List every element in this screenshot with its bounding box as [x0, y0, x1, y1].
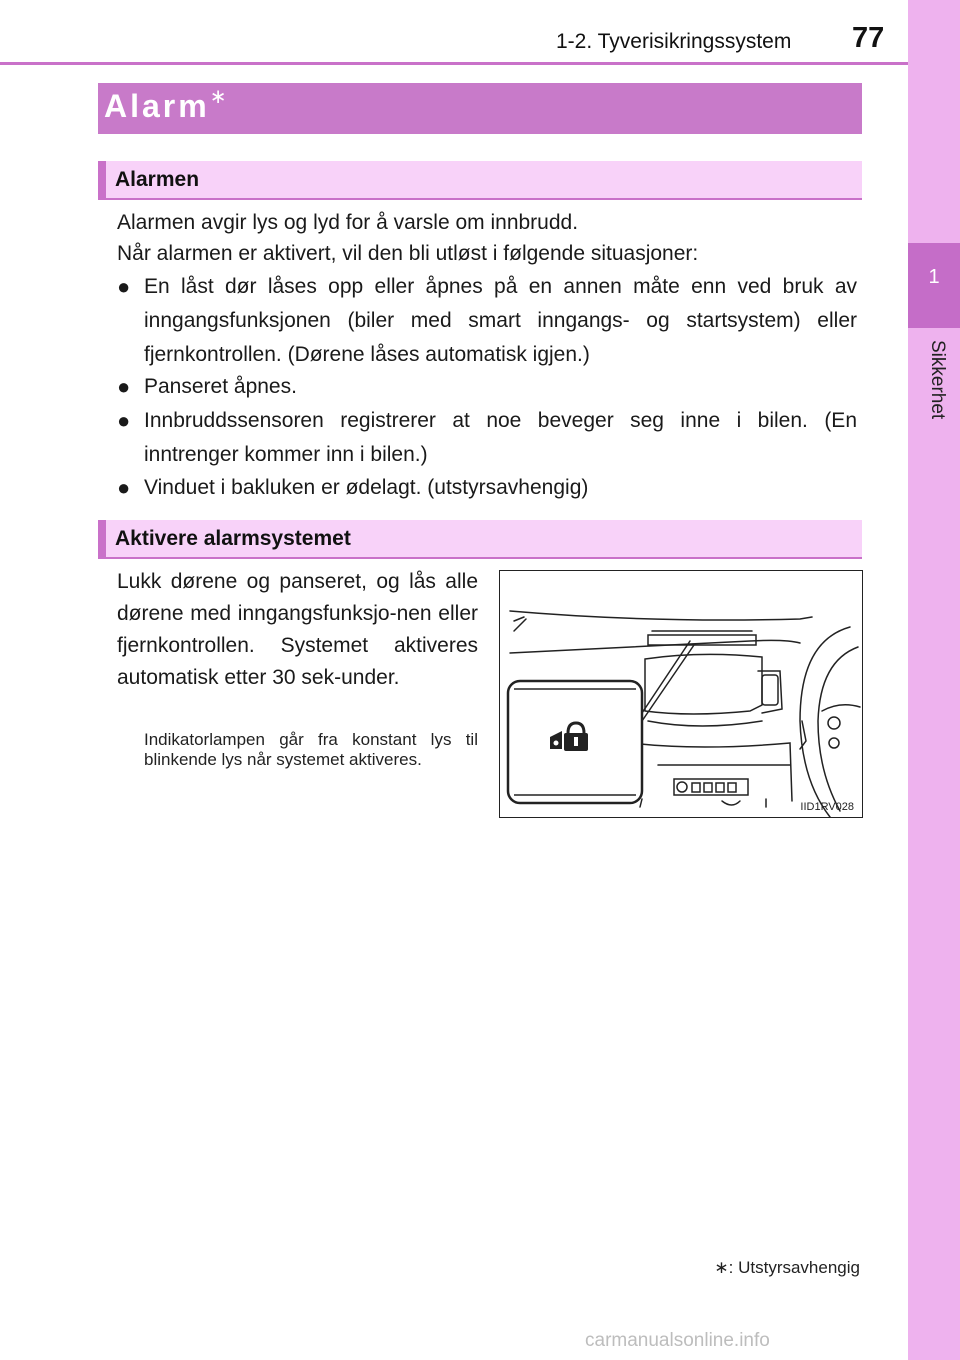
side-tab-strip: [908, 0, 960, 1360]
list-item-text: Innbruddssensoren registrerer at noe beveger seg inne i bilen. (En inntrenger kommer inn i bilen.): [144, 409, 857, 466]
list-item-text: En låst dør låses opp eller åpnes på en annen måte enn ved bruk av inngangsfunksjonen (biler med smart inngangs- og startsystem) eller fjernkontrollen. (Dørene låses automatisk igjen.): [144, 275, 857, 366]
section-heading-text: Alarmen: [115, 168, 200, 191]
section-heading-text: Aktivere alarmsystemet: [115, 527, 351, 550]
watermark-text: carmanualsonline.info: [585, 1330, 770, 1351]
dashboard-illustration: [499, 570, 863, 818]
running-header-section: 1-2. Tyverisikringssystem: [556, 30, 792, 53]
dashboard-drawing: [500, 571, 862, 817]
bullet-icon: ●: [117, 408, 131, 433]
title-marker: ∗: [209, 86, 227, 108]
list-item: [117, 270, 857, 372]
bullet-icon: ●: [117, 475, 131, 500]
intro-line-2: Når alarmen er aktivert, vil den bli utløst i følgende situasjoner:: [117, 242, 699, 265]
bullet-icon: ●: [117, 274, 131, 299]
page-number: 77: [852, 22, 885, 54]
list-item-text: Vinduet i bakluken er ødelagt. (utstyrsavhengig): [144, 476, 589, 499]
figure-code: IID1RV028: [800, 801, 854, 813]
indicator-note: Indikatorlampen går fra konstant lys til blinkende lys når systemet aktiveres.: [144, 730, 478, 769]
activation-instructions: Lukk dørene og panseret, og lås alle dørene med inngangsfunksjo-nen eller fjernkontrollen. Systemet aktiveres automatisk etter 30 sek-under.: [117, 570, 478, 689]
bullet-icon: ●: [117, 374, 131, 399]
page-title: [104, 88, 226, 125]
list-item: [117, 404, 857, 472]
section-heading-bar: [98, 161, 106, 200]
intro-line-1: Alarmen avgir lys og lyd for å varsle om innbrudd.: [117, 211, 579, 234]
list-item: [117, 370, 857, 404]
section-heading-aktivere: [98, 520, 862, 559]
chapter-number: 1: [928, 266, 940, 288]
section-heading-alarmen: [98, 161, 862, 200]
section-heading-bar: [98, 520, 106, 559]
header-rule: [0, 62, 908, 65]
list-item-text: Panseret åpnes.: [144, 375, 297, 398]
page-title-text: Alarm: [104, 88, 210, 124]
chapter-label: Sikkerhet: [927, 340, 948, 420]
footnote: ∗: Utstyrsavhengig: [714, 1258, 860, 1277]
list-item: [117, 471, 857, 505]
